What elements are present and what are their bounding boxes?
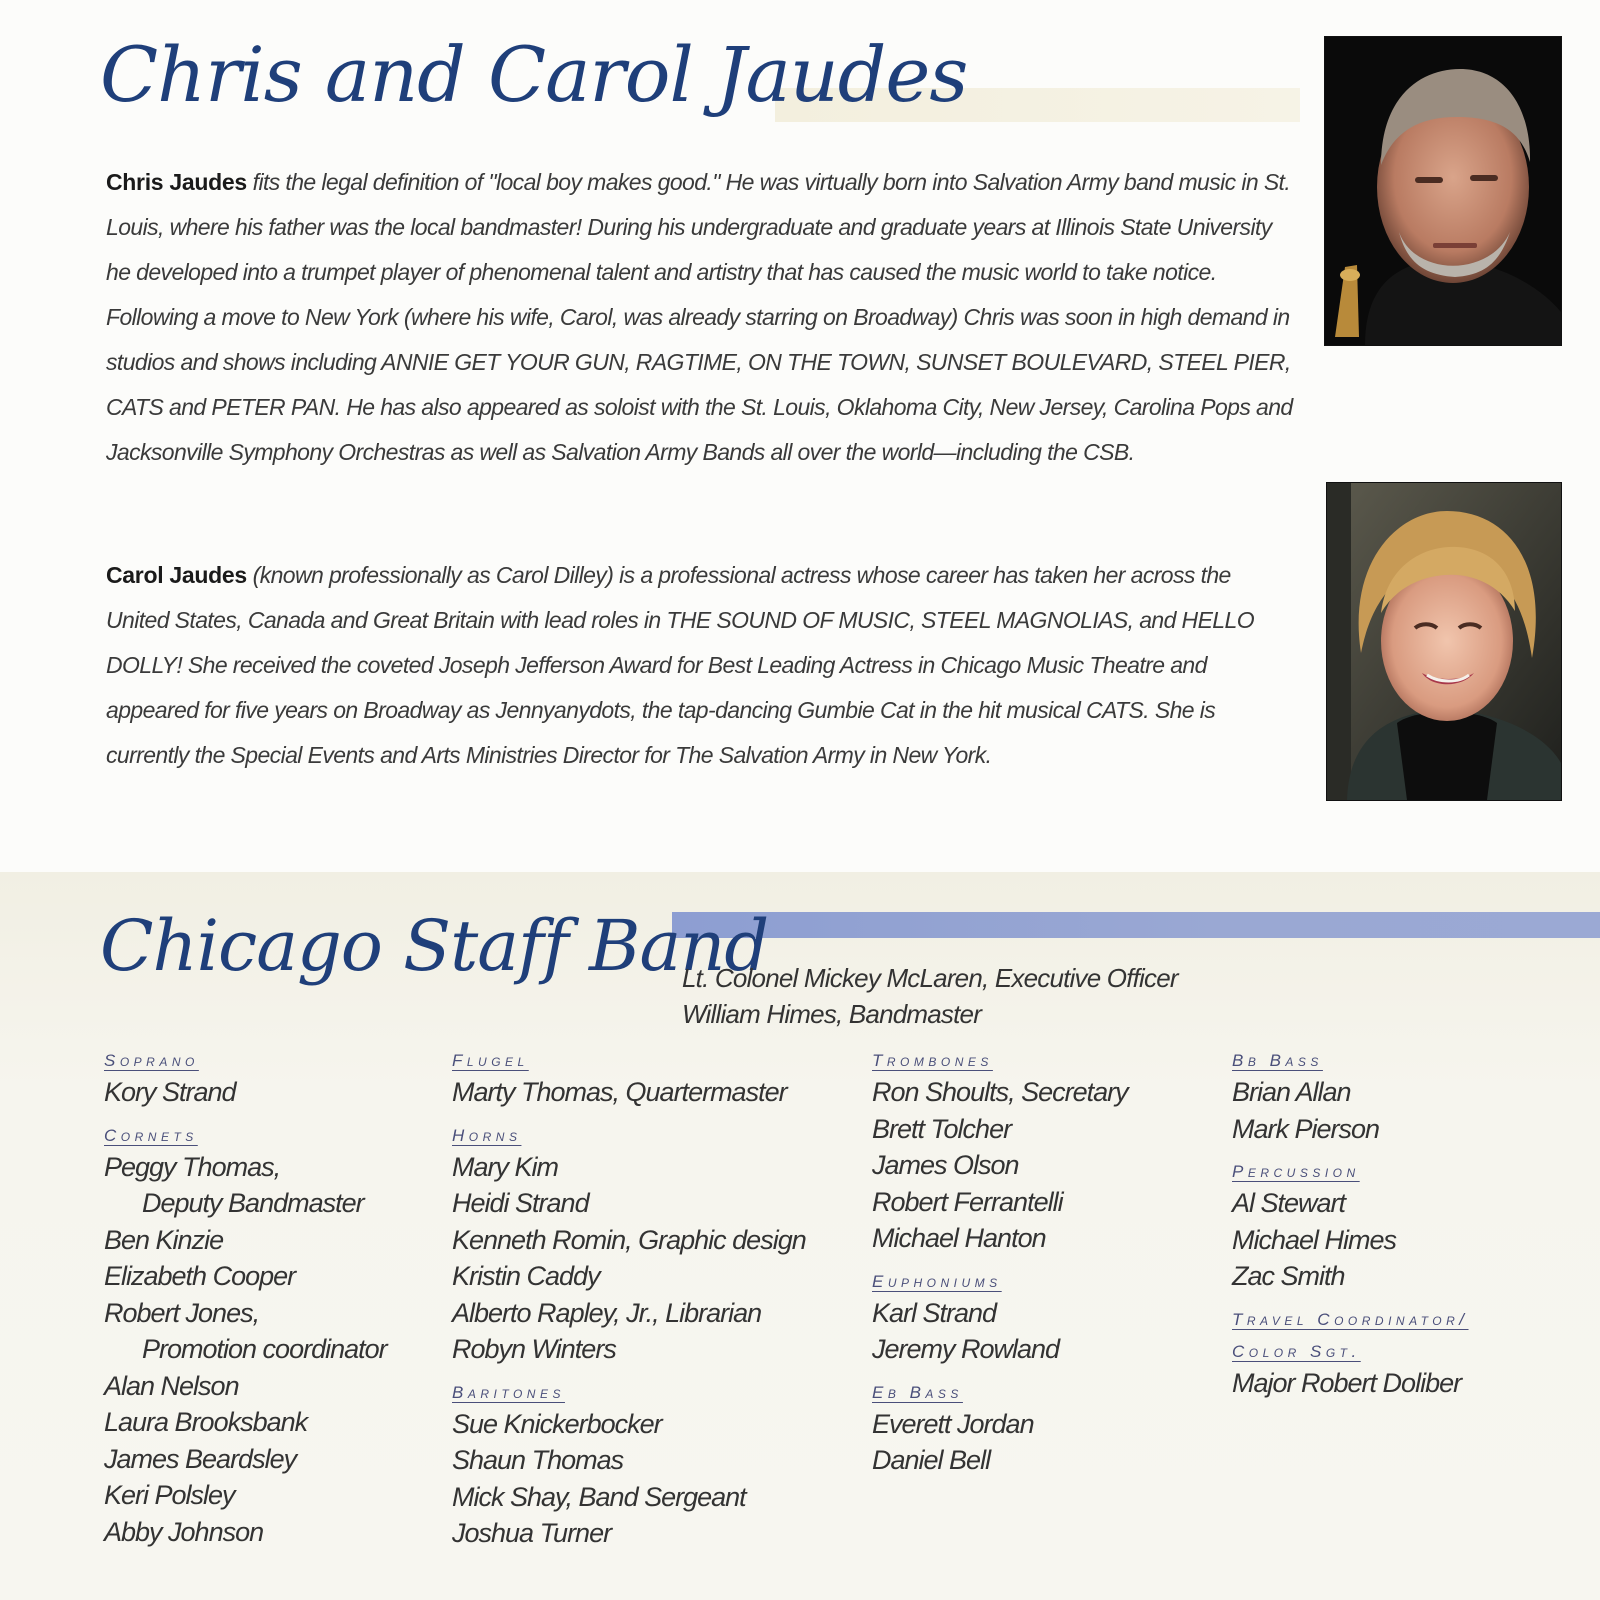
section-heading: Flugel: [452, 1051, 529, 1070]
section-heading: Trombones: [872, 1051, 993, 1070]
member-name: Michael Hanton: [872, 1223, 1046, 1253]
member-name: Everett Jordan: [872, 1408, 1034, 1439]
member-name: Joshua Turner: [452, 1518, 612, 1548]
section-heading: Eb Bass: [872, 1382, 963, 1402]
bio-name: Carol Jaudes: [106, 562, 247, 588]
member-name: Elizabeth Cooper: [104, 1261, 296, 1291]
member-name: Laura Brooksbank: [104, 1407, 308, 1437]
section-heading: Color Sgt.: [1232, 1341, 1361, 1361]
carol-bio: [106, 553, 1296, 778]
member-name: Kenneth Romin, Graphic design: [452, 1224, 806, 1255]
member-name: Michael Himes: [1232, 1224, 1397, 1255]
member-name: James Beardsley: [104, 1443, 297, 1474]
member-name: Alberto Rapley, Jr., Librarian: [452, 1297, 762, 1328]
member-name: Major Robert Doliber: [1232, 1367, 1462, 1398]
section-heading: Soprano: [104, 1051, 199, 1070]
carol-photo: [1326, 482, 1562, 801]
member-name: Kory Strand: [104, 1077, 236, 1107]
member-name: Jeremy Rowland: [872, 1334, 1060, 1364]
member-name: Deputy Bandmaster: [142, 1188, 364, 1218]
member-name: Kristin Caddy: [452, 1261, 600, 1291]
member-name: Keri Polsley: [104, 1480, 235, 1510]
member-name: Daniel Bell: [872, 1445, 991, 1475]
member-name: Karl Strand: [872, 1297, 997, 1328]
member-name: Robert Ferrantelli: [872, 1186, 1063, 1217]
member-name: Mary Kim: [452, 1151, 558, 1182]
member-name: Marty Thomas, Quartermaster: [452, 1077, 787, 1107]
member-name: Brett Tolcher: [872, 1113, 1012, 1144]
section-heading: Cornets: [104, 1125, 198, 1145]
member-name: Peggy Thomas,: [104, 1151, 281, 1182]
officer-line: William Himes, Bandmaster: [682, 999, 982, 1029]
section-heading: Baritones: [452, 1382, 565, 1402]
member-name: Robyn Winters: [452, 1334, 616, 1364]
member-name: Zac Smith: [1232, 1261, 1345, 1291]
section-heading: Percussion: [1232, 1162, 1360, 1181]
member-name: Heidi Strand: [452, 1188, 589, 1218]
member-name: Promotion coordinator: [142, 1334, 387, 1364]
jaudes-title: Chris and Carol Jaudes: [100, 30, 968, 119]
roster-column-4: [1232, 1048, 1592, 1401]
staff-band-title: Chicago Staff Band: [100, 905, 769, 987]
member-name: Mark Pierson: [1232, 1113, 1380, 1144]
officers-list: [682, 960, 1178, 1032]
member-name: Abby Johnson: [104, 1516, 264, 1547]
officer-line: Lt. Colonel Mickey McLaren, Executive Officer: [682, 963, 1178, 993]
section-heading: Travel Coordinator/: [1232, 1309, 1469, 1329]
section-heading: Horns: [452, 1125, 522, 1145]
roster-column-1: [104, 1048, 474, 1550]
member-name: Ron Shoults, Secretary: [872, 1077, 1128, 1107]
chris-photo: [1324, 36, 1562, 346]
member-name: Mick Shay, Band Sergeant: [452, 1481, 746, 1512]
member-name: Shaun Thomas: [452, 1445, 624, 1475]
member-name: Ben Kinzie: [104, 1224, 224, 1255]
member-name: James Olson: [872, 1150, 1019, 1180]
title-accent-bar: [672, 912, 1600, 938]
roster-column-3: [872, 1048, 1242, 1479]
member-name: Alan Nelson: [104, 1370, 239, 1401]
bio-text: (known professionally as Carol Dilley) is a professional actress whose career has taken her across the United States, Canada and Great Britain with lead roles in THE SOUND OF MUSIC, STEEL MAGNOLIAS, and HELLO DOLLY! She received the coveted Joseph Jefferson Award for Best Leading Actress in Chicago Music Theatre and appeared for five years on Broadway as Jennyanydots, the tap-dancing Gumbie Cat in the hit musical CATS. She is currently the Special Events and Arts Ministries Director for The Salvation Army in New York.: [106, 562, 1254, 768]
bio-text: fits the legal definition of "local boy makes good." He was virtually born into Salvation Army band music in St. Louis, where his father was the local bandmaster! During his undergraduate and graduate years at Illinois State University he developed into a trumpet player of phenomenal talent and artistry that has caused the music world to take notice. Following a move to New York (where his wife, Carol, was already starring on Broadway) Chris was soon in high demand in studios and shows including ANNIE GET YOUR GUN, RAGTIME, ON THE TOWN, SUNSET BOULEVARD, STEEL PIER, CATS and PETER PAN. He has also appeared as soloist with the St. Louis, Oklahoma City, New Jersey, Carolina Pops and Jacksonville Symphony Orchestras as well as Salvation Army Bands all over the world—including the CSB.: [106, 169, 1293, 465]
member-name: Sue Knickerbocker: [452, 1408, 662, 1439]
section-heading: Euphoniums: [872, 1271, 1002, 1291]
chris-bio: [106, 160, 1296, 475]
bio-name: Chris Jaudes: [106, 169, 247, 195]
member-name: Robert Jones,: [104, 1297, 260, 1328]
member-name: Brian Allan: [1232, 1077, 1351, 1107]
roster-column-2: [452, 1048, 822, 1552]
section-heading: Bb Bass: [1232, 1051, 1323, 1070]
member-name: Al Stewart: [1232, 1188, 1346, 1218]
